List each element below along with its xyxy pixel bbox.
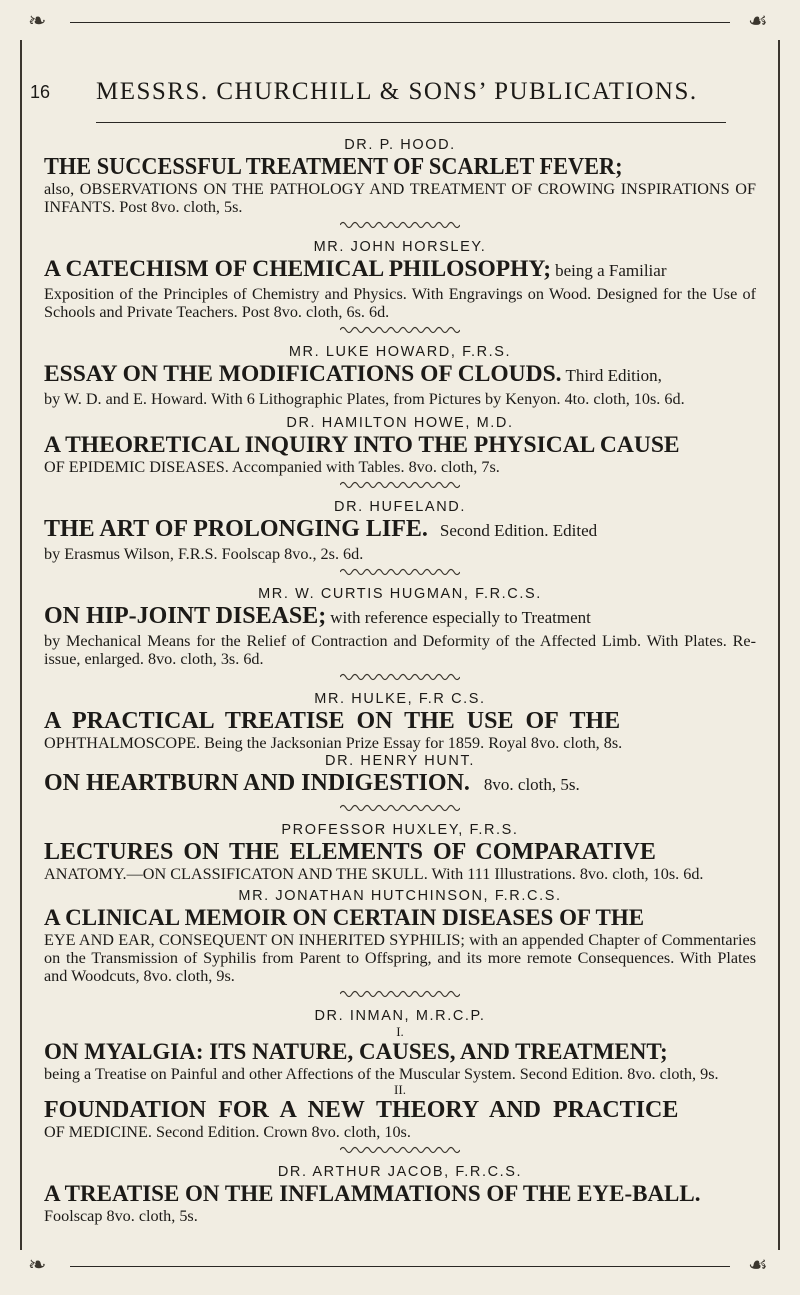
author-heading: MR. JOHN HORSLEY. <box>313 239 487 255</box>
corner-ornament-bottom-right: ☙ <box>748 1252 768 1277</box>
book-description: OF EPIDEMIC DISEASES. Accompanied with Tables. 8vo. cloth, 7s. <box>44 458 500 476</box>
book-title: THE SUCCESSFUL TREATMENT OF SCARLET FEVER; <box>44 154 623 180</box>
book-description: by Erasmus Wilson, F.R.S. Foolscap 8vo., 2s. 6d. <box>44 545 364 563</box>
header-rule <box>96 122 726 123</box>
book-description: OPHTHALMOSCOPE. Being the Jacksonian Prize Essay for 1859. Royal 8vo. cloth, 8s. <box>44 734 623 752</box>
book-title: ON MYALGIA: ITS NATURE, CAUSES, AND TREATMENT; <box>44 1039 668 1064</box>
title-tail: 8vo. cloth, 5s. <box>483 775 580 794</box>
corner-ornament-bottom-left: ❧ <box>28 1252 47 1277</box>
entry-hunt <box>44 752 756 799</box>
entries-list <box>44 136 756 1225</box>
title-tail: Third Edition, <box>565 366 662 385</box>
entry-hufeland <box>44 498 756 563</box>
entry-inman <box>44 1007 756 1141</box>
author-heading: DR. HUFELAND. <box>334 499 466 515</box>
wavy-separator <box>44 480 756 492</box>
left-border-rule <box>20 40 22 1250</box>
entry-hood <box>44 136 756 216</box>
author-heading: DR. HENRY HUNT. <box>325 753 475 769</box>
book-description: Foolscap 8vo. cloth, 5s. <box>44 1207 198 1225</box>
book-description: ANATOMY.—ON CLASSIFICATON AND THE SKULL. With 111 Illustrations. 8vo. cloth, 10s. 6d. <box>44 865 704 883</box>
book-description: by Mechanical Means for the Relief of Contraction and Deformity of the Affected Limb. With Plates. Re-issue, enlarged. 8vo. cloth, 3s. 6d. <box>44 632 756 668</box>
running-header <box>30 78 770 110</box>
top-rule <box>70 22 730 23</box>
author-heading: PROFESSOR HUXLEY, F.R.S. <box>281 822 519 838</box>
author-heading: DR. ARTHUR JACOB, F.R.C.S. <box>277 1164 523 1180</box>
wavy-separator <box>44 325 756 337</box>
book-description: by W. D. and E. Howard. With 6 Lithographic Plates, from Pictures by Kenyon. 4to. cloth, 10s. 6d. <box>44 390 685 408</box>
entry-howe <box>44 414 756 476</box>
author-heading: MR. LUKE HOWARD, F.R.S. <box>288 344 512 360</box>
volume-numeral: II. <box>394 1082 406 1097</box>
book-description: also, OBSERVATIONS ON THE PATHOLOGY AND TREATMENT OF CROWING INSPIRATIONS OF INFANTS. Post 8vo. cloth, 5s. <box>44 180 756 216</box>
entry-hulke <box>44 690 756 752</box>
author-heading: DR. INMAN, M.R.C.P. <box>314 1008 486 1024</box>
title-tail: Second Edition. Edited <box>439 521 598 540</box>
book-title: A PRACTICAL TREATISE ON THE USE OF THE <box>44 708 621 734</box>
book-title: A THEORETICAL INQUIRY INTO THE PHYSICAL CAUSE <box>44 432 680 458</box>
book-title: ON HEARTBURN AND INDIGESTION. <box>44 770 470 796</box>
author-heading: DR. HAMILTON HOWE, M.D. <box>286 415 514 431</box>
entry-jacob <box>44 1163 756 1225</box>
corner-ornament-top-left: ❧ <box>28 8 47 33</box>
page-number: 16 <box>30 82 51 102</box>
wavy-separator <box>44 672 756 684</box>
wavy-separator <box>44 220 756 232</box>
book-title: A TREATISE ON THE INFLAMMATIONS OF THE EYE-BALL. <box>44 1181 701 1206</box>
wavy-separator <box>44 803 756 815</box>
entry-hutchinson <box>44 887 756 985</box>
corner-ornament-top-right: ☙ <box>748 8 768 33</box>
entry-howard <box>44 343 756 408</box>
book-description: Exposition of the Principles of Chemistry and Physics. With Engravings on Wood. Designed for the Use of Schools and Private Teachers. Post 8vo. cloth, 6s. 6d. <box>44 285 756 321</box>
entry-huxley <box>44 821 756 883</box>
title-tail: with reference especially to Treatment <box>330 608 591 627</box>
author-heading: DR. P. HOOD. <box>344 137 456 153</box>
title-tail: being a Familiar <box>555 261 667 280</box>
author-heading: MR. W. CURTIS HUGMAN, F.R.C.S. <box>258 586 542 602</box>
book-title: FOUNDATION FOR A NEW THEORY AND PRACTICE <box>44 1097 679 1123</box>
running-title: MESSRS. CHURCHILL & SONS’ PUBLICATIONS. <box>96 78 698 105</box>
wavy-separator <box>44 989 756 1001</box>
right-border-rule <box>778 40 780 1250</box>
wavy-separator <box>44 1145 756 1157</box>
book-description: being a Treatise on Painful and other Affections of the Muscular System. Second Edition. 8vo. cloth, 9s. <box>44 1065 719 1083</box>
book-description: EYE AND EAR, CONSEQUENT ON INHERITED SYPHILIS; with an appended Chapter of Commentaries on the Transmission of Syphilis from Parent to Offspring, and its more remote Consequences. With Plates and Woodcuts, 8vo. cloth, 9s. <box>44 931 756 985</box>
volume-numeral: I. <box>396 1024 404 1039</box>
book-title: LECTURES ON THE ELEMENTS OF COMPARATIVE <box>44 839 656 865</box>
author-heading: MR. HULKE, F.R C.S. <box>314 691 486 707</box>
book-title: ON HIP-JOINT DISEASE; <box>44 603 327 629</box>
book-title: A CLINICAL MEMOIR ON CERTAIN DISEASES OF THE <box>44 905 645 930</box>
bottom-rule <box>70 1266 730 1267</box>
entry-horsley <box>44 238 756 321</box>
book-title: ESSAY ON THE MODIFICATIONS OF CLOUDS. <box>44 361 562 387</box>
book-description: OF MEDICINE. Second Edition. Crown 8vo. cloth, 10s. <box>44 1123 411 1141</box>
author-heading: MR. JONATHAN HUTCHINSON, F.R.C.S. <box>238 888 562 904</box>
wavy-separator <box>44 567 756 579</box>
book-title: A CATECHISM OF CHEMICAL PHILOSOPHY; <box>44 256 552 282</box>
entry-hugman <box>44 585 756 668</box>
book-title: THE ART OF PROLONGING LIFE. <box>44 516 428 542</box>
